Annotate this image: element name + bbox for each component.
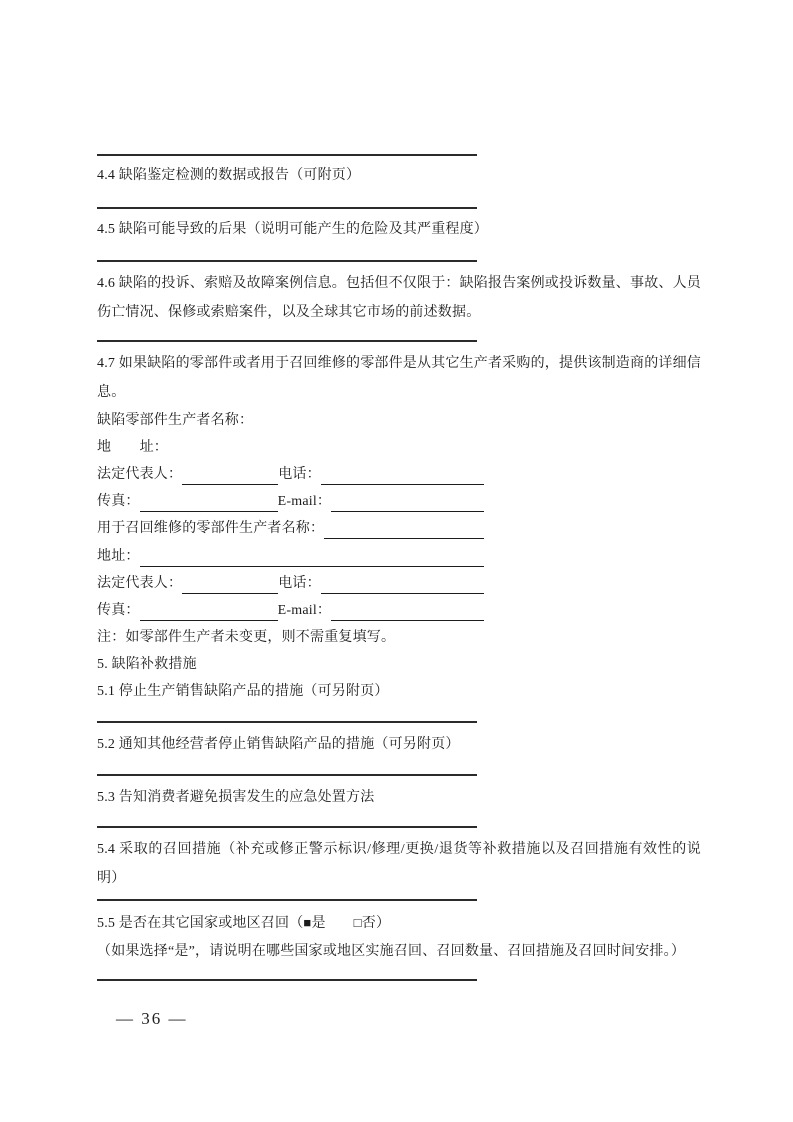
legal-rep-label: 法定代表人： [97, 467, 183, 482]
divider-line-above-4-5 [97, 207, 477, 209]
fax-label: 传真： [97, 494, 140, 509]
section-5-2-text: 5.2 通知其他经营者停止销售缺陷产品的措施（可另附页） [97, 737, 460, 752]
checkbox-yes-checked-icon: ■ [303, 915, 312, 930]
blank-line-repair-email [331, 601, 484, 621]
divider-line-above-4-4 [97, 154, 477, 156]
form-row-defect-part-producer-name [97, 409, 484, 431]
blank-line-repair-producer-name [324, 519, 484, 539]
address-label: 地址： [97, 549, 140, 564]
checkbox-no-unchecked-icon: □ [353, 915, 362, 930]
blank-line-defect-fax [140, 492, 278, 512]
section-5-title: 5. 缺陷补救措施 [97, 657, 197, 672]
form-row-defect-part-producer-address [97, 436, 484, 458]
checkbox-no-label: 否 [361, 916, 376, 931]
legal-rep-label: 法定代表人： [97, 576, 183, 591]
divider-line-above-5-4 [97, 826, 477, 828]
section-5-5-line [97, 908, 701, 938]
divider-line-above-5-5 [97, 899, 477, 901]
divider-line-above-4-6 [97, 260, 477, 262]
checkbox-yes-label: 是 [311, 916, 326, 931]
address-spaced-label: 地 址： [97, 440, 168, 455]
defect-part-producer-name-label: 缺陷零部件生产者名称： [97, 413, 254, 428]
blank-line-defect-legal-rep [182, 465, 278, 485]
repair-part-producer-name-label: 用于召回维修的零部件生产者名称： [97, 521, 325, 536]
blank-line-repair-fax [140, 601, 278, 621]
blank-line-repair-address [140, 547, 484, 567]
divider-line-above-4-7 [97, 340, 477, 342]
fax-label: 传真： [97, 603, 140, 618]
form-row-defect-fax-email [97, 490, 484, 512]
email-label: E-mail： [277, 603, 332, 618]
section-5-4-text: 5.4 采取的召回措施（补充或修正警示标识/修理/更换/退货等补救措施以及召回措施有效性的说明） [97, 842, 701, 886]
divider-line-above-5-2 [97, 721, 477, 723]
section-5-1-text: 5.1 停止生产销售缺陷产品的措施（可另附页） [97, 684, 389, 699]
form-row-defect-legal-rep-phone [97, 463, 484, 485]
section-4-4-text: 4.4 缺陷鉴定检测的数据或报告（可附页） [97, 168, 361, 183]
blank-line-defect-phone [321, 465, 484, 485]
phone-label: 电话： [278, 576, 321, 591]
section-5-5-close-paren: ） [375, 916, 391, 931]
phone-label: 电话： [278, 467, 321, 482]
section-4-6-text: 4.6 缺陷的投诉、索赔及故障案例信息。包括但不仅限于：缺陷报告案例或投诉数量、事故、人员伤亡情况、保修或索赔案件，以及全球其它市场的前述数据。 [97, 276, 701, 320]
divider-line-above-5-3 [97, 774, 477, 776]
email-label: E-mail： [277, 494, 332, 509]
section-5-3-text: 5.3 告知消费者避免损害发生的应急处置方法 [97, 790, 375, 805]
section-5-5-label: 5.5 是否在其它国家或地区召回（ [97, 916, 304, 931]
section-4-7-text: 4.7 如果缺陷的零部件或者用于召回维修的零部件是从其它生产者采购的，提供该制造商的详细信息。 [97, 356, 701, 400]
form-row-repair-part-producer-name [97, 517, 484, 539]
section-5-5-note: （如果选择“是”，请说明在哪些国家或地区实施召回、召回数量、召回措施及召回时间安排。） [97, 944, 686, 959]
form-row-repair-fax-email [97, 599, 484, 621]
blank-line-repair-phone [321, 574, 484, 594]
form-row-repair-part-producer-address [97, 545, 484, 567]
blank-line-repair-legal-rep [182, 574, 278, 594]
blank-line-defect-email [331, 492, 484, 512]
section-4-5-text: 4.5 缺陷可能导致的后果（说明可能产生的危险及其严重程度） [97, 222, 488, 237]
divider-line-below-5-5 [97, 979, 477, 981]
page-number: — 36 — [116, 1009, 188, 1028]
form-note-text: 注：如零部件生产者未变更，则不需重复填写。 [97, 630, 396, 645]
form-row-repair-legal-rep-phone [97, 572, 484, 594]
